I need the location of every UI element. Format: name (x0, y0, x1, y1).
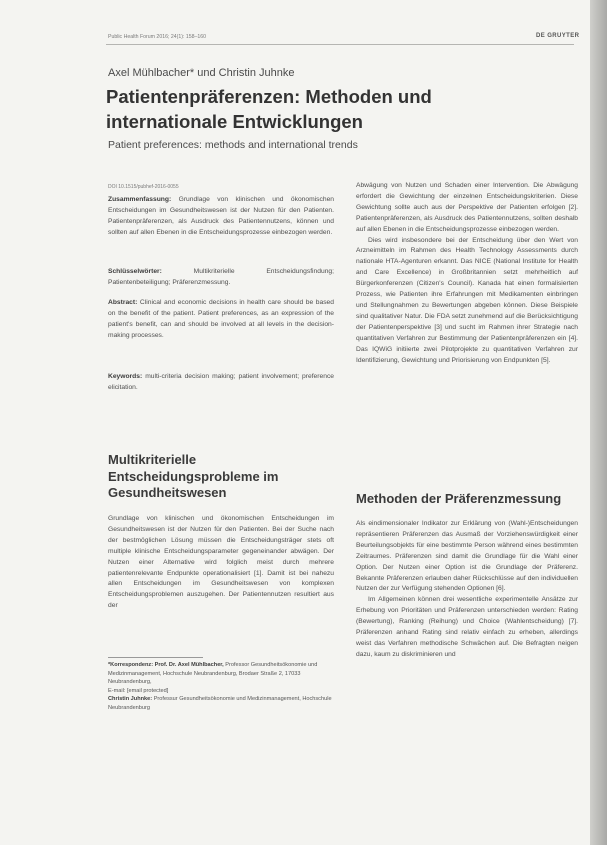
footnote (108, 661, 334, 713)
title-line-1: Patientenpräferenzen: Methoden und (106, 86, 432, 107)
section-heading-methoden: Methoden der Präferenzmessung (356, 491, 562, 506)
footnote-coauthor-label: Christin Juhnke: (108, 696, 153, 703)
keywords-german-text: Multikriterielle Entscheidungsfindung; Patientenbeteiligung; Präferenzmessung. (108, 268, 334, 286)
abstract-german-label: Zusammenfassung: (108, 196, 172, 203)
header-rule (106, 44, 574, 45)
keywords-german-label: Schlüsselwörter: (108, 268, 162, 275)
section-body-multikriterielle (108, 514, 334, 612)
footnote-coauthor: Professur Gesundheitsökonomie und Medizinmanagement, Hochschule Neubrandenburg (108, 696, 332, 711)
abstract-german (108, 195, 334, 239)
footnote-affiliation: Professor Gesundheitsökonomie und Medizinmanagement, Hochschule Neubrandenburg, Brodaer Straße 2, 17033 Neubrandenburg, (108, 662, 318, 686)
paragraph: Als eindimensionaler Indikator zur Erklärung von (Wahl-)Entscheidungen repräsentieren Präferenzen das Ausmaß der Vorziehenswürdigkeit einer Beurteilungsobjekts für eine bestimmte Person während eines bestimmten Zeitraumes. Präferenzen sind damit die Grundlage für die Wahl einer Option. Der Nutzen einer Option ist die Grundlage der Präferenz. Bekannte Präferenzen erlauben daher Rückschlüsse auf den individuellen Nutzen der zur Verfügung stehenden Optionen [6]. (356, 520, 578, 593)
abstract-english-text: Clinical and economic decisions in health care should be based on the benefit of the patient. Patient preferences, as an expression of the patient's benefit, can and should be involved at all levels in the decision-making processes. (108, 299, 334, 339)
doi: DOI 10.1515/pubhef-2016-0055 (108, 184, 179, 190)
footnote-label: *Korrespondenz: Prof. Dr. Axel Mühlbacher, (108, 662, 224, 668)
keywords-english-text: multi-criteria decision making; patient involvement; preference elicitation. (108, 373, 335, 391)
section-heading-multikriterielle: Multikriterielle Entscheidungsprobleme im Gesundheitswesen (108, 452, 279, 500)
authors: Axel Mühlbacher* und Christin Juhnke (108, 67, 295, 79)
scan-edge-shadow (590, 0, 607, 845)
footnote-rule (108, 657, 203, 658)
abstract-english-label: Abstract: (108, 299, 138, 306)
paragraph: Grundlage von klinischen und ökonomischen Entscheidungen im Gesundheitswesen ist der Nutzen für den Patienten. Bei der Suche nach der bestmöglichen Lösung müssen die Entscheidungsträger stets oft multiple klinische Entscheidungsparameter gegeneinander abwägen. Der Nutzen einer Alternative wird folglich meist durch mehrere patientenrelevante Endpunkte operationalisiert [1]. Damit ist bei nahezu allen Entscheidungen im Gesundheitswesen von komplexen Entscheidungsproblemen auszugehen. Der Patientennutzen resultiert aus der (108, 515, 334, 610)
title-line-2: internationale Entwicklungen (106, 111, 363, 132)
paragraph: Abwägung von Nutzen und Schaden einer Intervention. Die Abwägung erfordert die Gewichtung der einzelnen Entscheidungskriterien. Diese Gewichtung sollte auch aus der Perspektive der Patienten erfolgen [2]. Patientenpräferenzen, als Ausdruck des Patientennutzens, sollten deshalb auf allen Ebenen in die Entscheidungsprozesse einbezogen werden. (356, 182, 578, 233)
keywords-english-label: Keywords: (108, 373, 143, 380)
running-head: Public Health Forum 2016; 24(1): 158–160 (108, 34, 207, 40)
footnote-email: E-mail: [email protected] (108, 687, 169, 694)
article-subtitle: Patient preferences: methods and international trends (108, 139, 358, 151)
keywords-english (108, 372, 334, 394)
article-title (106, 84, 576, 134)
abstract-english (108, 298, 334, 342)
right-column-top (356, 181, 578, 366)
section-body-methoden (356, 519, 578, 661)
keywords-german (108, 267, 334, 289)
publisher-logo: DE GRUYTER (536, 33, 580, 39)
paragraph: Dies wird insbesondere bei der Entscheidung über den Wert von Arzneimitteln im Rahmen des Health Technology Assessments durch nationale HTA-Agenturen erkannt. Das NICE (National Institute for Health and Care Excellence) in Großbritannien setzt mehrheitlich auf Bürgerkonferenzen (Citizen's Council). Kanada hat einen formalisierten Prozess, wie Patienten ihre Erfahrungen mit Medikamenten einbringen und Stellungnahmen zu Bewertungen abgeben können. Diese Beispiele sind qualitativer Natur. Die FDA setzt zunehmend auf die Berücksichtigung der Patientenperspektive [3] und sucht im Rahmen ihrer Strategie nach quantitativen Verfahren zur Bestimmung der Patientenpräferenzen ein [4]. Das IQWiG initiierte zwei Pilotprojekte zu quantitativen Verfahren zur Identifizierung, Gewichtung und Priorisierung von Endpunkten [5]. (356, 236, 578, 364)
paragraph: Im Allgemeinen können drei wesentliche experimentelle Ansätze zur Erhebung von Prioritäten und Präferenzen unterschieden werden: Rating (Bewertung), Ranking (Reihung) und Choice (Wahlentscheidung) [7]. Präferenzen anhand Rating sind relativ einfach zu erheben, allerdings weist das Verfahren methodische Schwächen auf. Die Befragten neigen dazu, kaum zu diskriminieren und (356, 596, 578, 658)
abstract-german-text: Grundlage von klinischen und ökonomischen Entscheidungen im Gesundheitswesen ist der Nutzen für den Patienten. Patientenpräferenzen, als Ausdruck des Patientennutzens, können und sollten auf allen Ebenen in die Entscheidungsprozesse einbezogen werden. (108, 196, 335, 236)
